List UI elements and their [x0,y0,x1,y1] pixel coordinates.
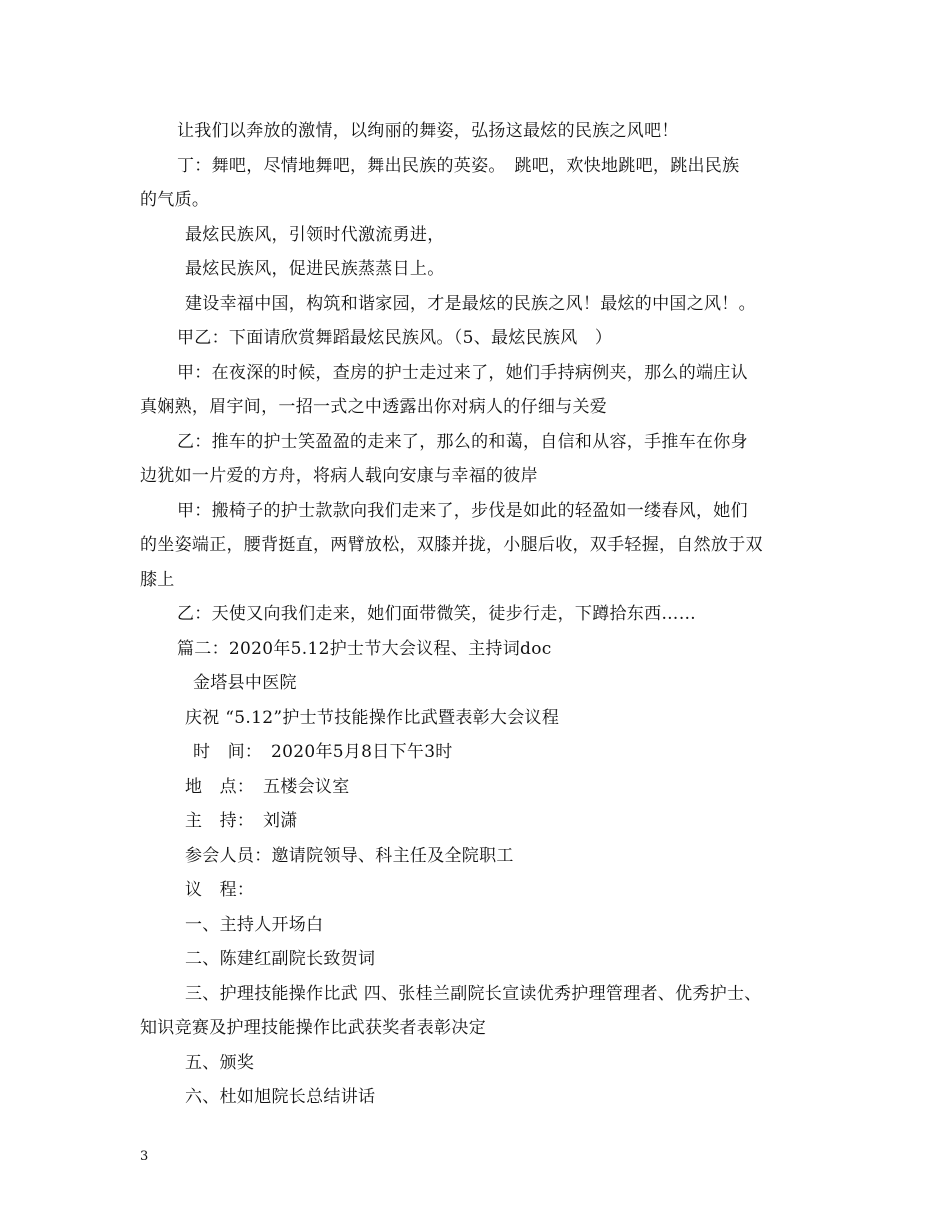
text-line: 地 点： 五楼会议室 [185,777,350,797]
text-line: 丁：舞吧，尽情地舞吧，舞出民族的英姿。 跳吧，欢快地跳吧，跳出民族 [177,156,740,176]
text-line: 的气质。 [140,190,210,210]
text-line: 主 持： 刘潇 [185,811,298,831]
text-line: 庆祝 “5.12”护士节技能操作比武暨表彰大会议程 [185,708,560,728]
text-line: 二、陈建红副院长致贺词 [185,949,376,969]
text-line: 乙：天使又向我们走来，她们面带微笑，徒步行走，下蹲拾东西…… [177,604,696,624]
text-line: 一、主持人开场白 [185,915,324,935]
text-line: 建设幸福中国，构筑和谐家园，才是最炫的民族之风！最炫的中国之风！。 [185,294,756,314]
text-line: 三、护理技能操作比武 四、张桂兰副院长宣读优秀护理管理者、优秀护士、 [185,984,762,1004]
page-number: 3 [140,1149,149,1164]
text-line: 五、颁奖 [185,1053,255,1073]
text-line: 甲：在夜深的时候，查房的护士走过来了，她们手持病例夹，那么的端庄认 [177,363,748,383]
text-line: 真娴熟，眉宇间，一招一式之中透露出你对病人的仔细与关爱 [140,397,608,417]
text-line: 六、杜如旭院长总结讲话 [185,1087,376,1107]
text-line: 知识竞赛及护理技能操作比武获奖者表彰决定 [140,1018,486,1038]
text-line: 乙：推车的护士笑盈盈的走来了，那么的和蔼，自信和从容，手推车在你身 [177,432,748,452]
text-line: 参会人员：邀请院领导、科主任及全院职工 [185,846,514,866]
text-line: 时 间： 2020年5月8日下午3时 [193,742,453,762]
text-line: 最炫民族风，引领时代激流勇进， [185,225,445,245]
section-heading: 篇二：2020年5.12护士节大会议程、主持词doc [177,639,552,659]
text-line: 议 程： [185,880,255,900]
text-line: 的坐姿端正，腰背挺直，两臂放松，双膝并拢，小腿后收，双手轻握，自然放于双 [140,535,763,555]
text-line: 膝上 [140,570,175,590]
text-line: 让我们以奔放的激情，以绚丽的舞姿，弘扬这最炫的民族之风吧！ [177,121,679,141]
text-line: 最炫民族风，促进民族蒸蒸日上。 [185,259,445,279]
text-line: 甲乙：下面请欣赏舞蹈最炫民族风。（5、最炫民族风 ） [177,328,613,348]
text-line: 金塔县中医院 [193,673,297,693]
text-line: 边犹如一片爱的方舟，将病人载向安康与幸福的彼岸 [140,466,538,486]
text-line: 甲：搬椅子的护士款款向我们走来了，步伐是如此的轻盈如一缕春风，她们 [177,501,748,521]
